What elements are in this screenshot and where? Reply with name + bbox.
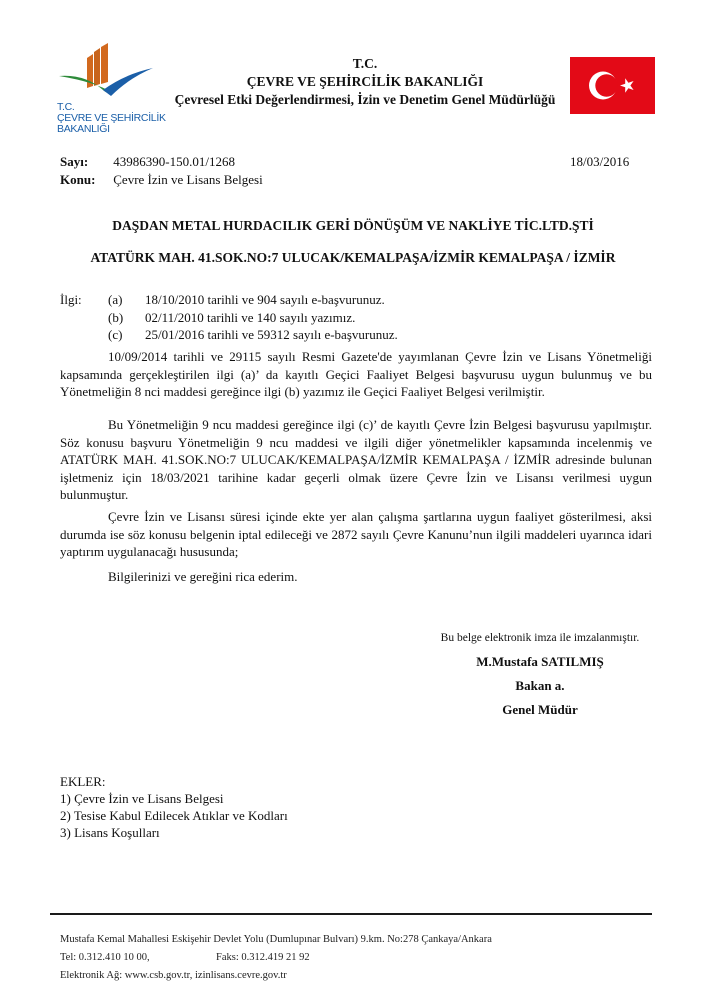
document-date: 18/03/2016	[570, 154, 630, 169]
footer-address: Mustafa Kemal Mahallesi Eskişehir Devlet Yolu (Dumlupınar Bulvarı) 9.km. No:278 Çankaya/Ankara	[60, 934, 492, 945]
subject-label: Konu:	[60, 172, 96, 187]
recipient-address: ATATÜRK MAH. 41.SOK.NO:7 ULUCAK/KEMALPAŞA/İZMİR KEMALPAŞA / İZMİR	[90, 250, 616, 265]
document-number-value: 43986390-150.01/1268	[113, 154, 235, 169]
subject-row	[60, 171, 263, 189]
signatory-title: Genel Müdür	[502, 702, 578, 717]
references-label: İlgi:	[60, 292, 82, 307]
letterhead-tc: T.C.	[352, 56, 378, 71]
ministry-logo-icon	[55, 42, 165, 104]
logo-line-tc: T.C.	[57, 101, 75, 113]
letterhead-ministry: ÇEVRE VE ŞEHİRCİLİK BAKANLIĞI	[246, 74, 484, 89]
reference-text: 25/01/2016 tarihli ve 59312 sayılı e-başvurunuz.	[145, 327, 398, 342]
attachment-item: 3) Lisans Koşulları	[60, 825, 160, 840]
reference-item	[60, 326, 398, 344]
logo-line-bakanlik: BAKANLIĞI	[57, 123, 110, 135]
attachment-item: 2) Tesise Kabul Edilecek Atıklar ve Kodları	[60, 808, 288, 823]
footer-tel: Tel: 0.312.410 10 00,	[60, 952, 150, 963]
subject-value: Çevre İzin ve Lisans Belgesi	[113, 172, 263, 187]
references	[60, 291, 398, 344]
attachments-label: EKLER:	[60, 774, 106, 789]
body-paragraph-1: 10/09/2014 tarihli ve 29115 sayılı Resmi Gazete'de yayımlanan Çevre İzin ve Lisans Yönetmeliği kapsamında gerçekleştirilen ilgi (a)’ da kayıtlı Geçici Faaliyet Belgesi başvurusu uygun bulunmuş ve bu Yönetmeliğin 8 nci maddesi gereğince ilgi (b) yazımız ile Geçici Faaliyet Belgesi verilmiştir.	[60, 349, 652, 399]
recipient-company: DAŞDAN METAL HURDACILIK GERİ DÖNÜŞÜM VE NAKLİYE TİC.LTD.ŞTİ	[112, 218, 594, 233]
document-number-label: Sayı:	[60, 154, 89, 169]
reference-item	[60, 291, 398, 309]
reference-text: 18/10/2010 tarihli ve 904 sayılı e-başvurunuz.	[145, 292, 385, 307]
e-signature-note: Bu belge elektronik imza ile imzalanmıştır.	[440, 632, 640, 644]
body-paragraph-2: Bu Yönetmeliğin 9 ncu maddesi gereğince ilgi (c)’ de kayıtlı Çevre İzin Belgesi başvurusu yapılmıştır. Söz konusu başvuru Yönetmeliğin 9 ncu maddesi ve ilgili diğer yönetmelikler kapsamında incelenmiş ve ATATÜRK MAH. 41.SOK.NO:7 ULUCAK/KEMALPAŞA/İZMİR KEMALPAŞA / İZMİR adresinde bulunan işletmeniz için 18/03/2021 tarihine kadar geçerli olmak üzere Çevre İzin ve Lisansı verilmesi uygun bulunmuştur.	[60, 417, 652, 502]
footer-fax: Faks: 0.312.419 21 92	[216, 952, 310, 963]
footer-web: Elektronik Ağ: www.csb.gov.tr, izinlisans.cevre.gov.tr	[60, 970, 287, 981]
document-number-row	[60, 153, 235, 171]
attachments	[60, 773, 288, 841]
reference-key: (c)	[108, 327, 123, 342]
body-paragraph-3: Çevre İzin ve Lisansı süresi içinde ekte yer alan çalışma şartlarına uygun faaliyet gösterilmesi, aksi durumda ise söz konusu belgenin iptal edileceği ve 2872 sayılı Çevre Kanunu’nun ilgili maddeleri uyarınca idari yaptırım uygulanacağı hususunda;	[60, 509, 652, 559]
reference-key: (a)	[108, 292, 123, 307]
letterhead-directorate: Çevresel Etki Değerlendirmesi, İzin ve Denetim Genel Müdürlüğü	[174, 92, 556, 107]
logo-line-ministry: ÇEVRE VE ŞEHİRCİLİK	[57, 112, 166, 124]
reference-item	[60, 309, 398, 327]
signature-note	[410, 628, 670, 646]
reference-key: (b)	[108, 309, 124, 325]
signatory-name: M.Mustafa SATILMIŞ	[476, 654, 604, 669]
footer-separator	[50, 913, 652, 915]
letterhead	[150, 55, 580, 109]
reference-text: 02/11/2010 tarihli ve 140 sayılı yazımız.	[145, 309, 356, 325]
body-paragraph-4: Bilgilerinizi ve gereğini rica ederim.	[108, 569, 298, 584]
flag	[570, 57, 655, 114]
signatory-on-behalf: Bakan a.	[515, 678, 565, 693]
attachment-item: 1) Çevre İzin ve Lisans Belgesi	[60, 791, 224, 806]
turkish-flag-icon	[570, 57, 655, 114]
ministry-logo	[55, 42, 166, 135]
